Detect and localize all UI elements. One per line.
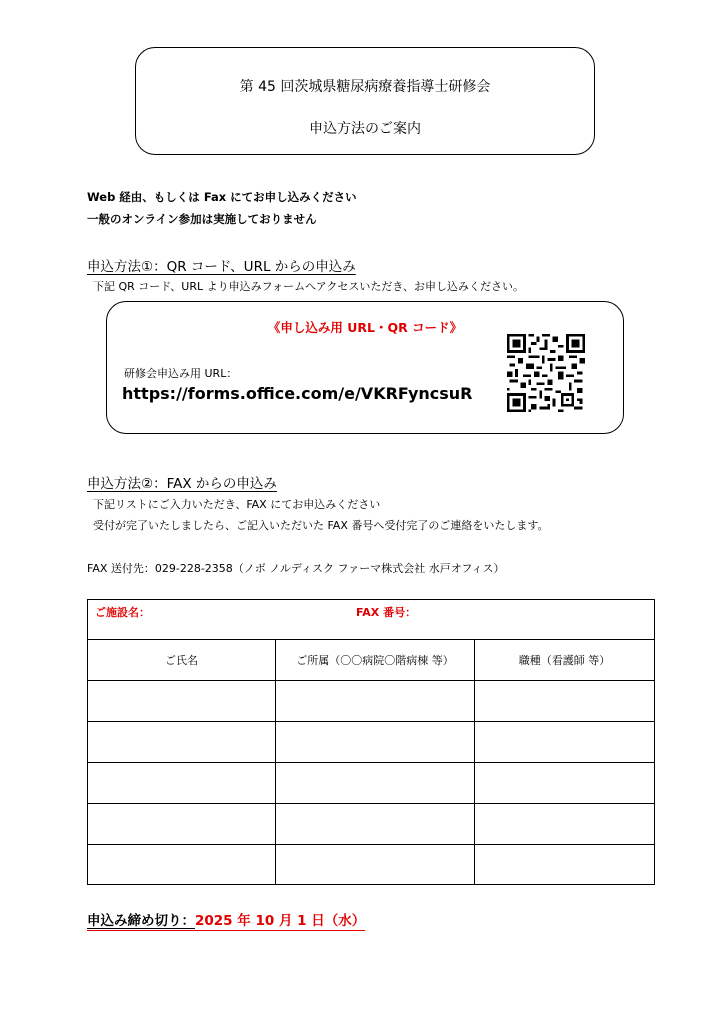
facility-label: ご施設名： [95,606,150,619]
affiliation-cell[interactable] [276,845,475,885]
intro-line-2: 一般のオンライン参加は実施しておりません [87,212,317,226]
name-cell[interactable] [88,722,276,763]
table-row [88,722,655,763]
intro-line-1: Web 経由、もしくは Fax にてお申し込みください [87,190,357,204]
method1-heading: 申込方法①：QR コード、URL からの申込み [87,259,356,275]
url-label: 研修会申込み用 URL： [124,367,238,380]
method2-line-1: 下記リストにご入力いただき、FAX にてお申込みください [93,498,381,511]
table-header-row [88,640,655,681]
title-box [135,47,595,155]
name-cell[interactable] [88,804,276,845]
method1-description: 下記 QR コード、URL より申込みフォームへアクセスいただき、お申し込みください。 [93,280,524,293]
occupation-cell[interactable] [475,681,655,722]
column-header-name: ご氏名 [88,640,276,681]
page-subtitle: 申込方法のご案内 [309,121,421,137]
affiliation-cell[interactable] [276,763,475,804]
table-row [88,681,655,722]
table-row [88,845,655,885]
name-cell[interactable] [88,681,276,722]
deadline-label: 申込み締め切り： [87,913,195,929]
affiliation-cell[interactable] [276,681,475,722]
facility-row [88,600,655,640]
method2-heading: 申込方法②：FAX からの申込み [87,476,277,492]
occupation-cell[interactable] [475,804,655,845]
fax-application-form [87,599,655,885]
occupation-cell[interactable] [475,845,655,885]
occupation-cell[interactable] [475,722,655,763]
event-title: 第 45 回茨城県糖尿病療養指導士研修会 [239,79,491,95]
deadline-date: 2025 年 10 月 1 日（水） [195,913,366,929]
deadline [87,909,365,931]
table-row [88,763,655,804]
affiliation-cell[interactable] [276,804,475,845]
registration-url-link[interactable]: https://forms.office.com/e/VKRFyncsuR [122,384,473,403]
column-header-affiliation: ご所属（〇〇病院〇階病棟 等） [276,640,475,681]
fax-destination: FAX 送付先：029-228-2358（ノボ ノルディスク ファーマ株式会社 水戸オフィス） [87,562,505,575]
name-cell[interactable] [88,763,276,804]
column-header-occupation: 職種（看護師 等） [475,640,655,681]
facility-cell[interactable] [88,600,655,640]
qr-code-icon[interactable] [507,334,585,412]
method2-line-2: 受付が完了いたしましたら、ご記入いただいた FAX 番号へ受付完了のご連絡をいたします。 [93,519,549,532]
fax-number-label: FAX 番号： [356,606,417,619]
table-row [88,804,655,845]
occupation-cell[interactable] [475,763,655,804]
url-qr-box [106,301,624,434]
url-box-heading: 《申し込み用 URL・QR コード》 [267,320,463,335]
affiliation-cell[interactable] [276,722,475,763]
name-cell[interactable] [88,845,276,885]
